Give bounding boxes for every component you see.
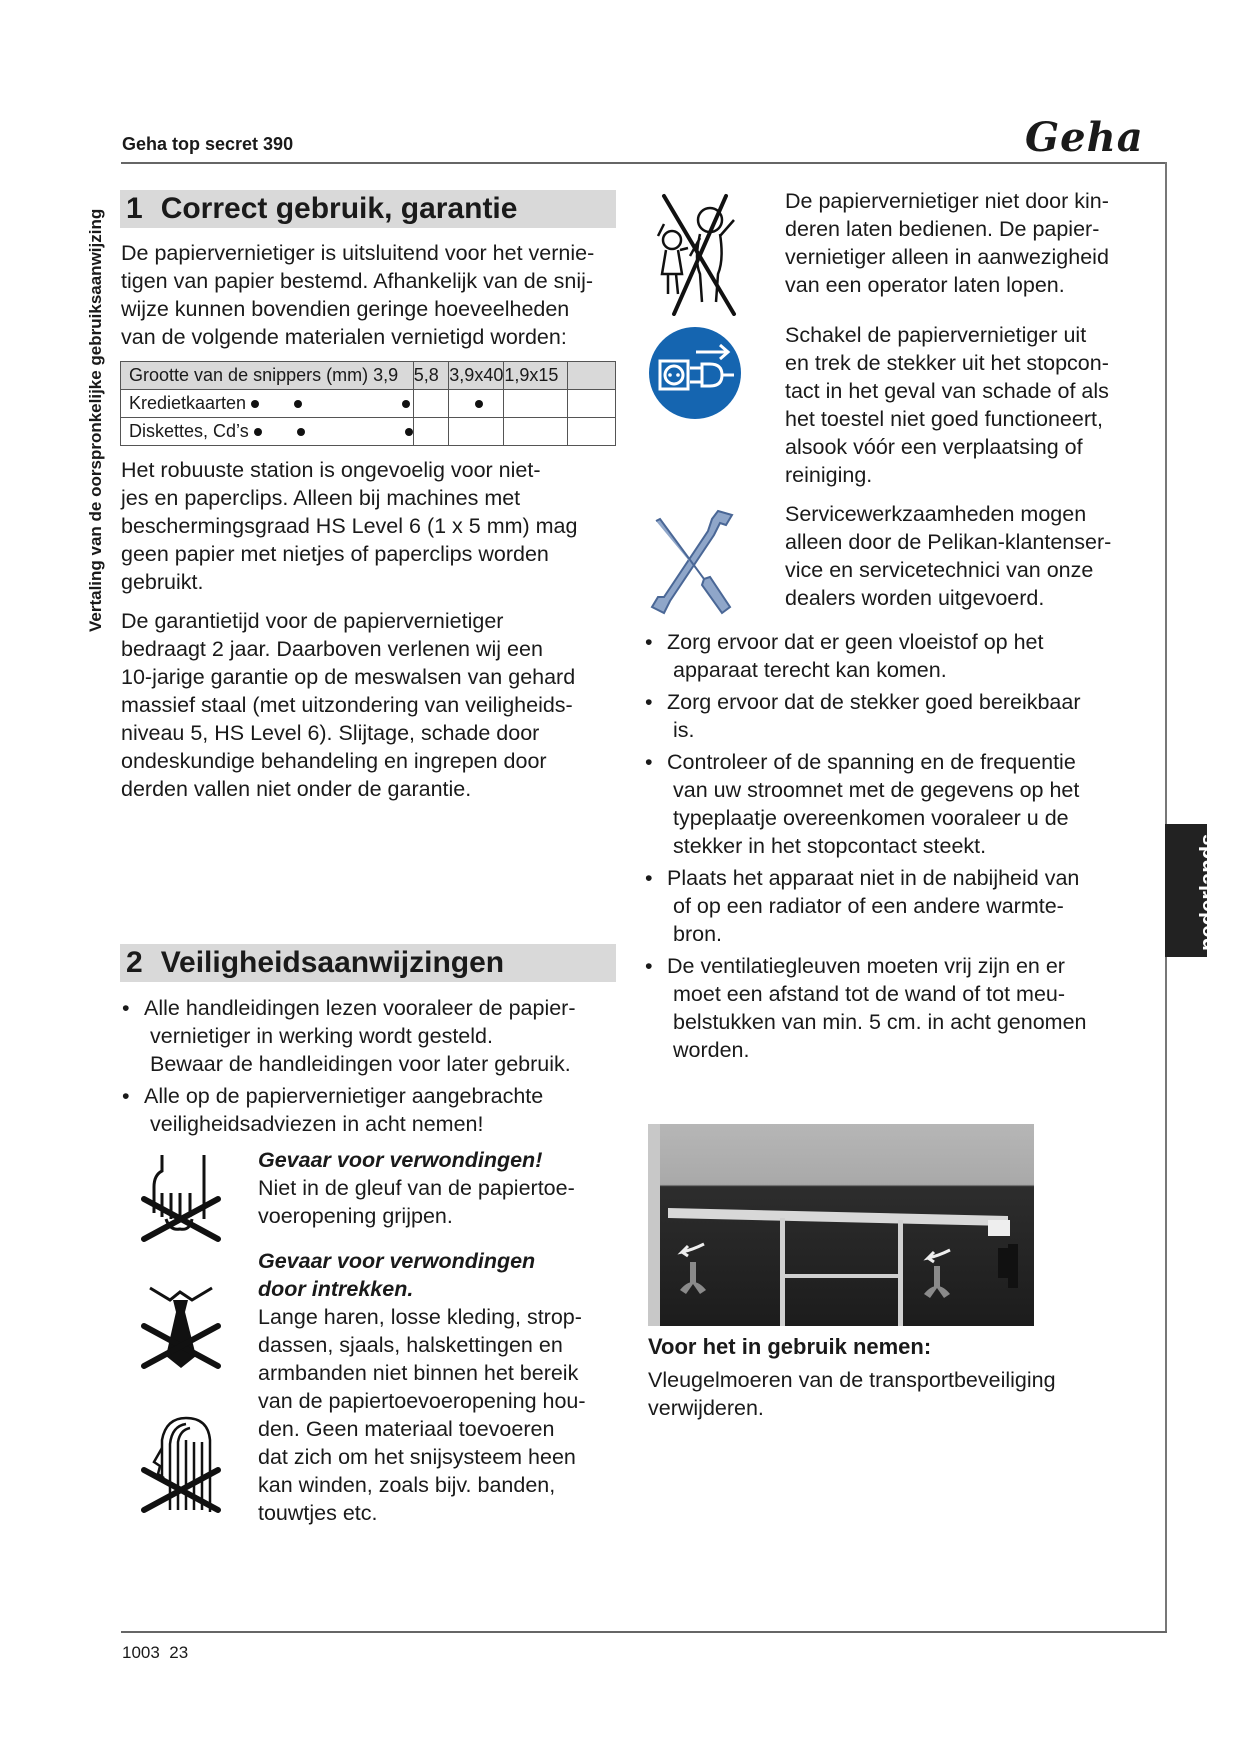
list-item [641,864,1161,948]
section-2-heading [120,944,616,982]
mark-dot [254,428,262,436]
text-line: geen papier met nietjes of paperclips worden [121,542,549,566]
notice-unplug [785,321,1165,489]
text-line: stekker in het stopcontact steekt. [673,834,987,858]
text-line: Servicewerkzaamheden mogen [785,502,1087,526]
text-line: wijze kunnen bovendien geringe hoeveelheden [121,297,570,321]
section-title: Correct gebruik, garantie [160,192,518,225]
header-cell-text: 5,8 [413,365,439,385]
document-code: 1003 [122,1643,160,1662]
text-line: en trek de stekker uit het stopcon- [785,351,1109,375]
header-cell [449,362,504,390]
table-cell [413,390,449,418]
text-line: typeplaatje overeenkomen vooraleer u de [673,806,1069,830]
table-header-row [121,362,616,390]
table-cell [449,418,504,446]
text-line: worden. [673,1038,750,1062]
text-line: dealers worden uitgevoerd. [785,586,1045,610]
service-tools-icon [648,505,740,619]
text-line: alsook vóór een verplaatsing of [785,435,1083,459]
table-cell [504,418,568,446]
text-line: Vleugelmoeren van de transportbeveiliging [648,1368,1056,1392]
photo-caption-title: Voor het in gebruik nemen: [648,1334,932,1359]
text-line: massief staal (met uitzondering van veiligheids- [121,693,573,717]
section-1-paragraph-warranty [121,607,631,803]
table-cell [568,390,616,418]
brand-logo: Geha [1025,114,1144,161]
text-line: • Zorg ervoor dat de stekker goed bereikbaar [667,690,1081,714]
list-item [118,994,628,1078]
text-line: 10-jarige garantie op de meswalsen van gehard [121,665,576,689]
text-line: • Alle op de papiervernietiger aangebrachte [144,1084,544,1108]
list-item [641,748,1161,860]
table-cell [413,418,449,446]
text-line: van de volgende materialen vernietigd worden: [121,325,567,349]
text-line: beschermingsgraad HS Level 6 (1 x 5 mm) mag [121,514,578,538]
row-label: Diskettes, Cd’s [129,421,249,441]
text-line: tact in het geval van schade of als [785,379,1109,403]
text-line: • Zorg ervoor dat er geen vloeistof op het [667,630,1044,654]
text-line: den. Geen materiaal toevoeren [258,1417,555,1441]
row-label: Kredietkaarten [129,393,247,413]
no-tie-icon [140,1278,222,1373]
text-line: apparaat terecht kan komen. [673,658,947,682]
header-divider [121,162,1166,164]
table-cell [449,390,504,418]
mark-dot [475,400,483,408]
text-line: is. [673,718,695,742]
text-line: Niet in de gleuf van de papiertoe- [258,1176,575,1200]
row-label-cell [121,418,414,446]
text-line: belstukken van min. 5 cm. in acht genomen [673,1010,1087,1034]
mark-dot [294,400,302,408]
header-cell [568,362,616,390]
section-1-paragraph-staples [121,456,631,596]
unplug-icon [648,326,742,420]
text-line: Het robuuste station is ongevoelig voor niet- [121,458,541,482]
mark-dot [402,400,410,408]
text-line: tigen van papier bestemd. Afhankelijk van de snij- [121,269,594,293]
header-cell: Grootte van de snippers (mm) [129,365,369,385]
list-item [118,1082,628,1138]
text-line: of op een radiator of een andere warmte- [673,894,1064,918]
section-2-bullets [118,994,628,1138]
text-line: ondeskundige behandeling en ingrepen door [121,749,547,773]
text-line: Bewaar de handleidingen voor later gebruik. [150,1052,571,1076]
footer [122,1643,188,1663]
list-item [641,688,1161,744]
text-line: voeropening grijpen. [258,1204,453,1228]
text-line: dassen, sjaals, halskettingen en [258,1333,563,1357]
materials-table [120,361,616,446]
text-line: touwtjes etc. [258,1501,378,1525]
text-line: van een operator laten lopen. [785,273,1065,297]
list-item [641,628,1161,684]
text-line: het toestel niet goed functioneert, [785,407,1103,431]
no-children-icon [650,190,742,316]
warning-title: Gevaar voor verwondingen! [258,1148,543,1172]
mark-dot [251,400,259,408]
table-cell [504,390,568,418]
side-label: Vertaling van de oorspronkelijke gebruiksaanwijzing [86,208,105,632]
header-cell-text: 1,9x15 [504,365,559,385]
warning-hands [258,1146,618,1230]
warning-entanglement [258,1247,618,1527]
text-line: van uw stroomnet met de gegevens op het [673,778,1080,802]
footer-divider [121,1631,1167,1633]
language-tab [1165,824,1220,957]
text-line: veiligheidsadviezen in acht nemen! [150,1112,484,1136]
text-line: • Plaats het apparaat niet in de nabijheid van [667,866,1080,890]
mark-dot [405,428,413,436]
text-line: van de papiertoevoeropening hou- [258,1389,586,1413]
text-line: Lange haren, losse kleding, strop- [258,1305,582,1329]
text-line: De papiervernietiger niet door kin- [785,189,1109,213]
document-title: Geha top secret 390 [122,134,294,154]
text-line: vernietiger alleen in aanwezigheid [785,245,1109,269]
text-line: reiniging. [785,463,873,487]
notice-children [785,187,1165,299]
no-long-hair-icon [140,1412,222,1517]
list-item [641,952,1161,1064]
section-title: Veiligheidsaanwijzingen [160,946,505,979]
text-line: dat zich om het snijsysteem heen [258,1445,576,1469]
header-cell: 3,9 [373,365,399,385]
text-line: derden vallen niet onder de garantie. [121,777,472,801]
text-line: niveau 5, HS Level 6). Slijtage, schade door [121,721,540,745]
photo-illustration [648,1124,1034,1326]
table-cell [568,418,616,446]
text-line: armbanden niet binnen het bereik [258,1361,579,1385]
notice-service [785,500,1165,612]
right-bullets [641,628,1161,1064]
text-line: De papiervernietiger is uitsluitend voor het vernie- [121,241,595,265]
text-line: vice en servicetechnici van onze [785,558,1094,582]
table-row [121,390,616,418]
section-number: 2 [126,946,143,979]
language-tab-label: nederlands [1195,833,1220,951]
table-row [121,418,616,446]
text-line: bedraagt 2 jaar. Daarboven verlenen wij een [121,637,543,661]
transport-lock-photo [648,1124,1034,1326]
row-label-cell [121,390,414,418]
page-number: 23 [169,1643,189,1662]
text-line: moet een afstand tot de wand of tot meu- [673,982,1066,1006]
text-line: gebruikt. [121,570,204,594]
mark-dot [297,428,305,436]
header-cell [504,362,568,390]
photo-caption-text [648,1366,1128,1422]
section-1-intro [121,239,621,351]
header-cell [413,362,449,390]
warning-title: Gevaar voor verwondingen [258,1249,536,1273]
text-line: • Alle handleidingen lezen vooraleer de papier- [144,996,576,1020]
header-cell-text: 3,9x40 [449,365,504,385]
text-line: verwijderen. [648,1396,764,1420]
text-line: vernietiger in werking wordt gesteld. [150,1024,493,1048]
text-line: jes en paperclips. Alleen bij machines met [121,486,521,510]
section-1-heading [120,190,616,228]
no-hands-in-slot-icon [140,1153,222,1243]
text-line: • Controleer of de spanning en de frequentie [667,750,1076,774]
text-line: bron. [673,922,723,946]
text-line: • De ventilatiegleuven moeten vrij zijn en er [667,954,1065,978]
text-line: kan winden, zoals bijv. banden, [258,1473,556,1497]
text-line: Schakel de papiervernietiger uit [785,323,1087,347]
text-line: deren laten bedienen. De papier- [785,217,1100,241]
warning-title: door intrekken. [258,1277,414,1301]
section-number: 1 [126,192,143,225]
text-line: alleen door de Pelikan-klantenser- [785,530,1112,554]
text-line: De garantietijd voor de papiervernietiger [121,609,504,633]
table-header-label [121,362,414,390]
